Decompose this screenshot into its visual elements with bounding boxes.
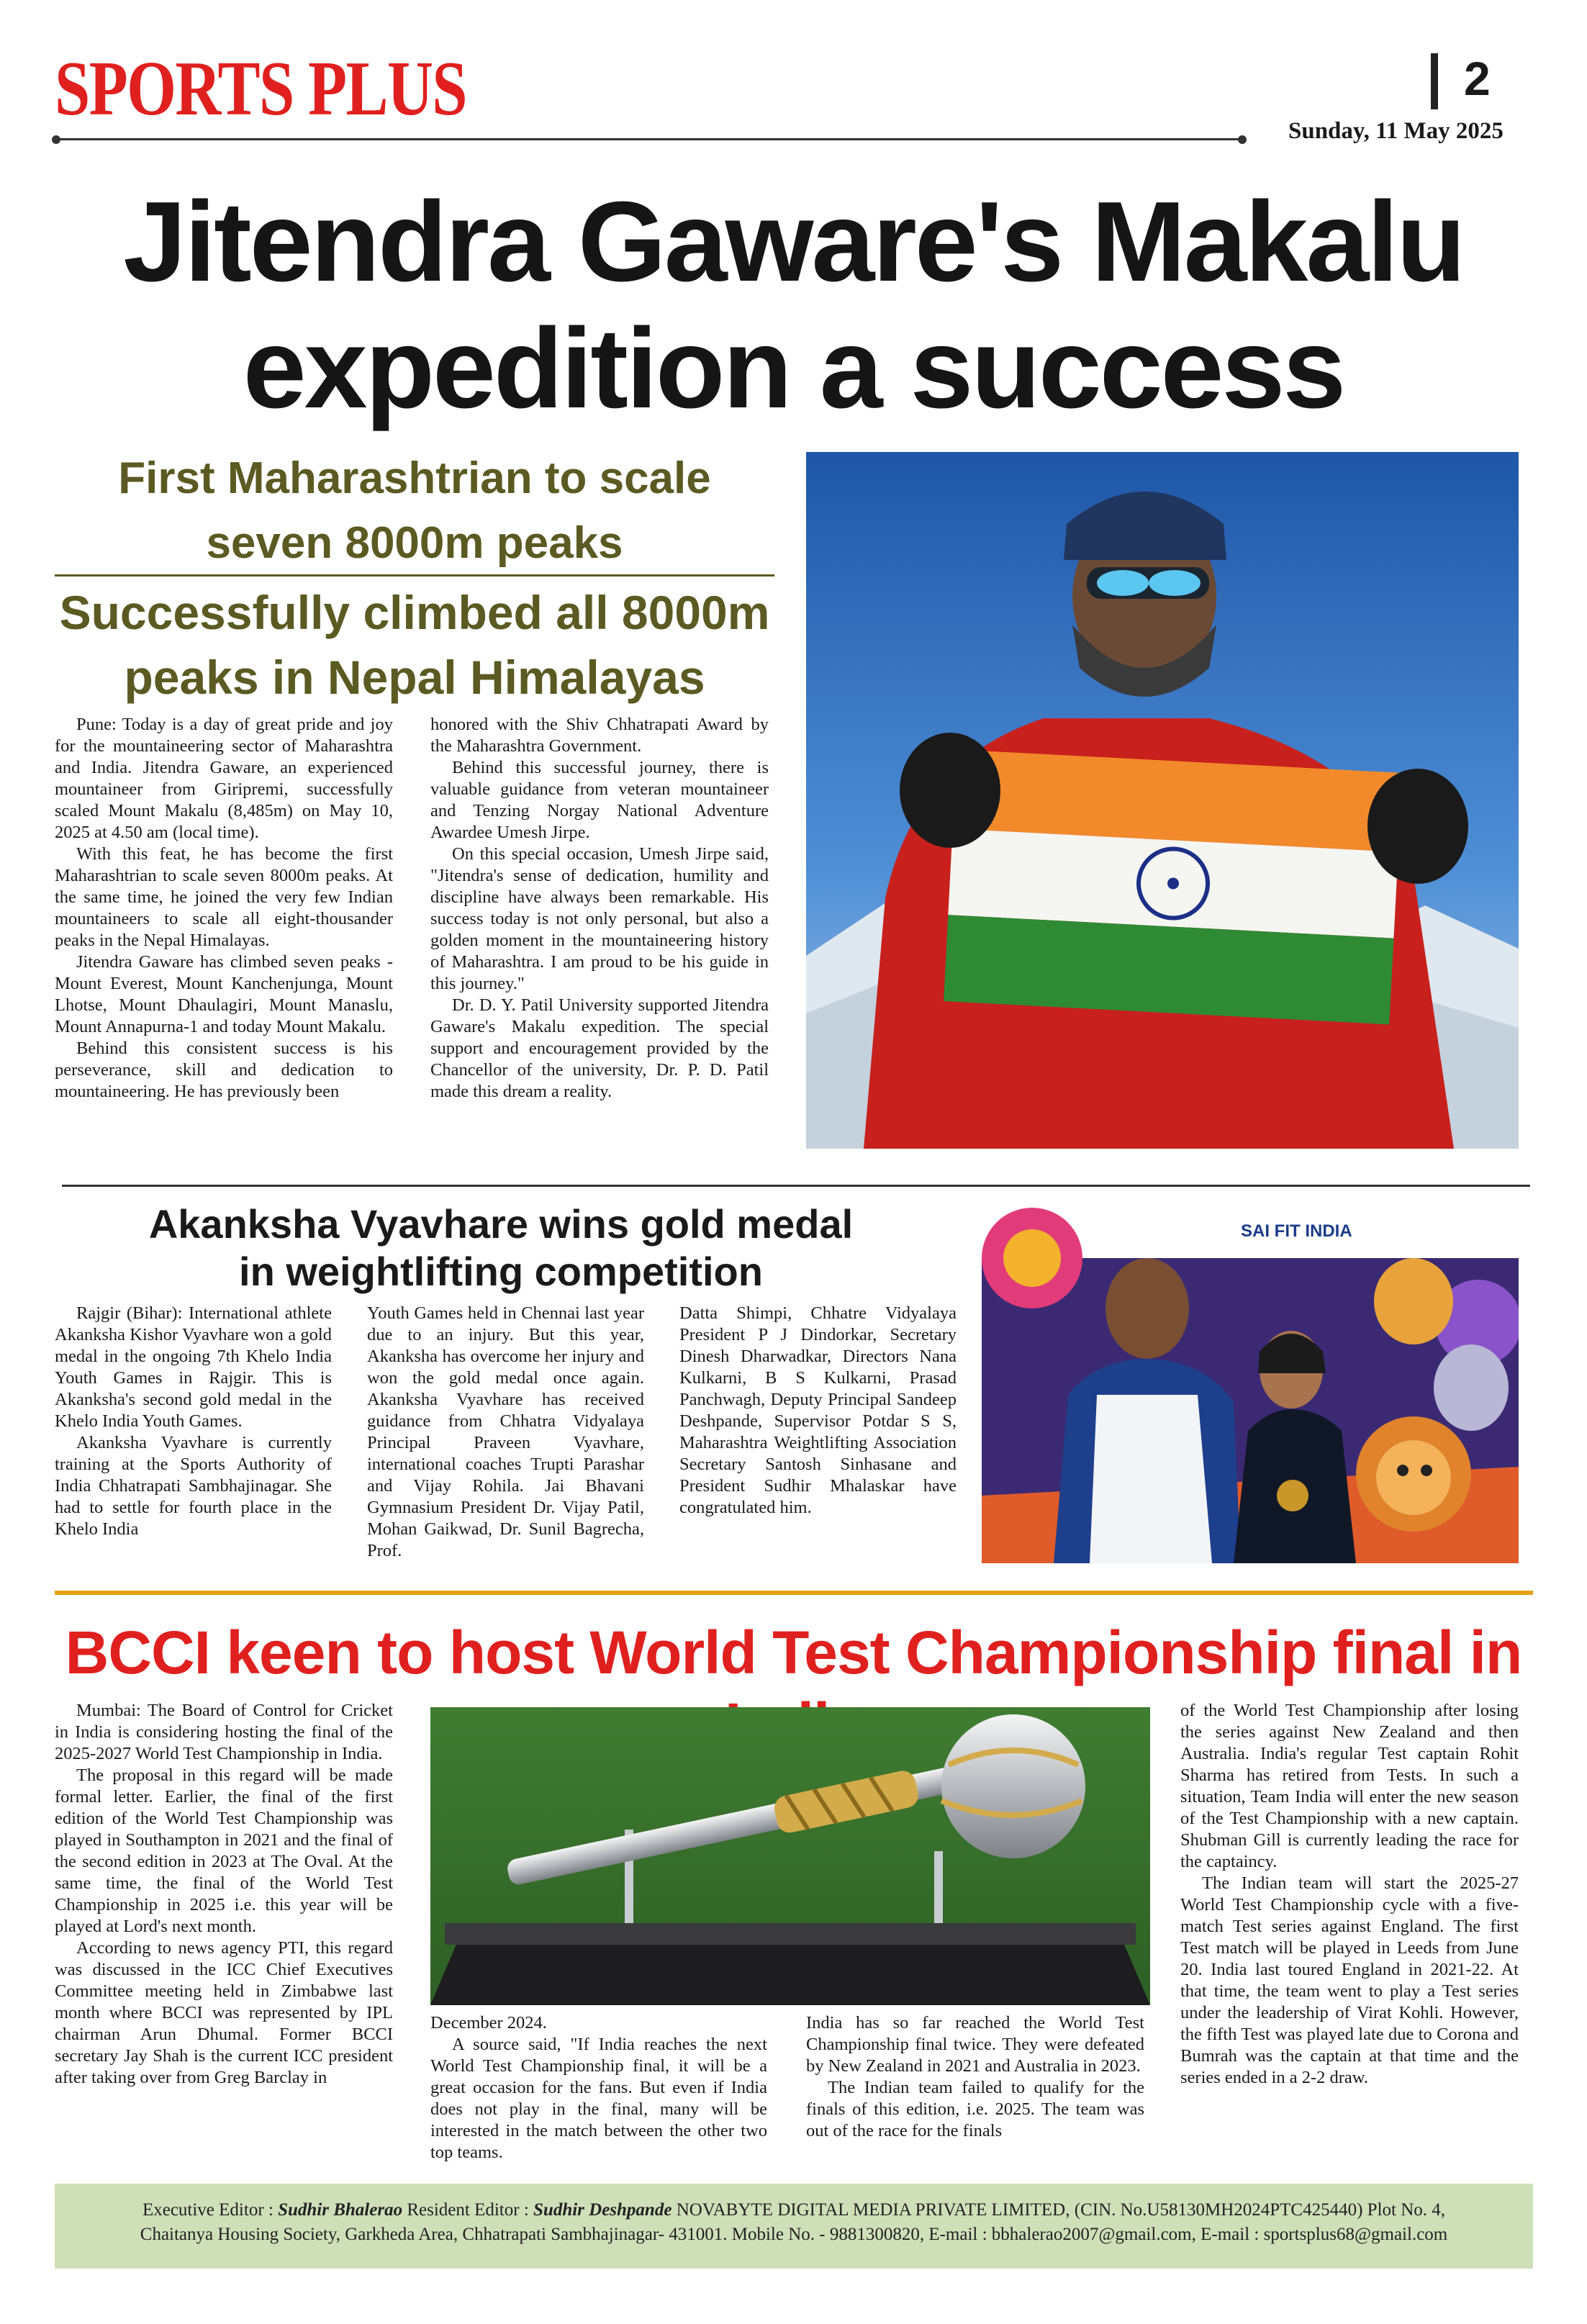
header-rule: [55, 138, 1242, 140]
page-number-bar: [1431, 53, 1438, 109]
paragraph: India has so far reached the World Test Championship final twice. They were defeated by New Zealand in 2021 and Australia in 2023.: [806, 2013, 1144, 2076]
paragraph: The Indian team failed to qualify for the finals of this edition, i.e. 2025. The team was out of the race for the finals: [806, 2078, 1144, 2140]
section-divider: [62, 1185, 1530, 1187]
paragraph: honored with the Shiv Chhatrapati Award by the Maharashtra Government.: [430, 715, 769, 756]
article3-column-1: [55, 1700, 393, 2089]
header-rule-dot-right: [1238, 135, 1247, 144]
paragraph: Mumbai: The Board of Control for Cricket in India is considering hosting the final of the 2025-2027 World Test Championship in India.: [55, 1701, 393, 1763]
paragraph: Behind this consistent success is his perseverance, skill and dedication to mountaineering. He has previously been: [55, 1039, 393, 1101]
article1-column-2: [430, 714, 769, 1103]
article2-column-3: [679, 1303, 957, 1519]
paragraph: Dr. D. Y. Patil University supported Jitendra Gaware's Makalu expedition. The special support and encouragement provided by the Chancellor of the university, Dr. P. D. Patil made this dream a reality.: [430, 995, 769, 1101]
page-number: 2: [1464, 52, 1491, 105]
footer-imprint: [65, 2198, 1523, 2247]
subheading-first-line2: seven 8000m peaks: [206, 518, 623, 568]
main-headline-line2: expedition a success: [243, 305, 1344, 432]
gold-divider: [55, 1591, 1533, 1595]
paragraph: Akanksha Vyavhare is currently training at the Sports Authority of India Chhatrapati Sambhajinagar. She had to settle for fourth place in the Khelo India: [55, 1433, 332, 1539]
subheading-first: [55, 446, 774, 576]
dateline: Sunday, 11 May 2025: [1288, 118, 1504, 144]
footer-line-1: [65, 2198, 1523, 2223]
subheading-second: [55, 580, 774, 710]
article3-column-3: [806, 2012, 1144, 2142]
paragraph: Jitendra Gaware has climbed seven peaks - Mount Everest, Mount Kanchenjunga, Mount Lhotse, Mount Dhaulagiri, Mount Manaslu, Mount Annapurna-1 and today Mount Makalu.: [55, 952, 393, 1036]
footer-label: Resident Editor :: [402, 2200, 534, 2220]
subheading-second-line2: peaks in Nepal Himalayas: [124, 651, 705, 704]
paragraph: The proposal in this regard will be made formal letter. Earlier, the final of the first edition of the World Test Championship was played in Southampton in 2021 and the final of the second edition in 2023 at The Oval. At the same time, the final of the World Test Championship in 2025 i.e. this year will be played at Lord's next month.: [55, 1765, 393, 1936]
article2-column-1: [55, 1303, 332, 1540]
weightlifting-headline: [69, 1201, 933, 1296]
subheading-first-line1: First Maharashtrian to scale: [118, 453, 711, 503]
bcci-headline: BCCI keen to host World Test Championship final in: [65, 1619, 1522, 1686]
paragraph: A source said, "If India reaches the next World Test Championship final, it will be a great occasion for the fans. But even if India does not play in the final, many will be interested in the match between the other two top teams.: [430, 2035, 767, 2162]
paragraph: Datta Shimpi, Chhatre Vidyalaya President P J Dindorkar, Secretary Dinesh Dharwadkar, Directors Nana Kulkarni, B S Kulkarni, Prasad Panchwagh, Deputy Principal Sandeep Deshpande, Supervisor Potdar S S, Maharashtra Weightlifting Association Secretary Santosh Sinhasane and President Sudhir Mhalaskar have congratulated him.: [679, 1303, 957, 1517]
footer-line-2: Chaitanya Housing Society, Garkheda Area, Chhatrapati Sambhajinagar- 431001. Mobile No. - 9881300820, E-mail : bbhalerao2007@gmail.com, E-mail : sportsplus68@gmail.com: [140, 2225, 1448, 2244]
footer-label: Executive Editor :: [142, 2200, 279, 2220]
paragraph: Behind this successful journey, there is valuable guidance from veteran mountaineer and Tenzing Norgay National Adventure Awardee Umesh Jirpe.: [430, 758, 769, 842]
wtc-mace-photo: [430, 1707, 1150, 2005]
paragraph: December 2024.: [430, 2013, 547, 2033]
masthead: SPORTS PLUS: [55, 46, 466, 132]
paragraph: Rajgir (Bihar): International athlete Akanksha Kishor Vyavhare won a gold medal in the ongoing 7th Khelo India Youth Games in Rajgir. This is Akanksha's second gold medal in the Khelo India Youth Games.: [55, 1303, 332, 1431]
paragraph: Youth Games held in Chennai last year due to an injury. But this year, Akanksha has overcome her injury and won the gold medal once again. Akanksha Vyavhare has received guidance from Chhatra Vidyalaya Principal Praveen Vyavhare, international coaches Trupti Parashar and Vijay Rohila. Jai Bhavani Gymnasium President Dr. Vijay Patil, Mohan Gaikwad, Dr. Sunil Bagrecha, Prof.: [367, 1303, 644, 1560]
weightlifting-headline-line2: in weightlifting competition: [239, 1249, 763, 1294]
paragraph: With this feat, he has become the first Maharashtrian to scale seven 8000m peaks. At the same time, he joined the very few Indian mountaineers to scale all eight-thousander peaks in the Nepal Himalayas.: [55, 844, 393, 950]
weightlifter-photo: [982, 1193, 1519, 1563]
executive-editor-name: Sudhir Bhalerao: [278, 2200, 403, 2220]
paragraph: On this special occasion, Umesh Jirpe said, "Jitendra's sense of dedication, humility and discipline have always been remarkable. His success today is not only personal, but also a golden moment in the mountaineering history of Maharashtra. I am proud to be his guide in this journey.": [430, 844, 769, 993]
header-rule-dot-left: [52, 135, 60, 144]
footer-company-info: NOVABYTE DIGITAL MEDIA PRIVATE LIMITED, (CIN. No.U58130MH2024PTC425440) Plot No. 4,: [672, 2200, 1446, 2220]
main-headline-line1: Jitendra Gaware's Makalu: [123, 178, 1464, 305]
subheading-divider: [55, 574, 774, 577]
paragraph: The Indian team will start the 2025-27 World Test Championship cycle with a five-match Test series against England. The first Test match will be played in Leeds from June 20. India last toured England in 2021-22. At that time, the team went to play a Test series under the leadership of Virat Kohli. However, the fifth Test was played late due to Corona and Bumrah was the captain at that time and the series ended in a 2-2 draw.: [1180, 1873, 1519, 2087]
mountaineer-photo: [806, 452, 1519, 1149]
main-headline: [0, 178, 1587, 432]
weightlifting-headline-line1: Akanksha Vyavhare wins gold medal: [148, 1201, 854, 1247]
article3-column-4: [1180, 1700, 1519, 2089]
banner-sponsor-text: SAI FIT INDIA: [1241, 1221, 1352, 1241]
article3-column-2: [430, 2012, 767, 2164]
paragraph: of the World Test Championship after losing the series against New Zealand and then Australia. India's regular Test captain Rohit Sharma has retired from Tests. In such a situation, Team India will enter the new season of the Test Championship with a new captain. Shubman Gill is currently leading the race for the captaincy.: [1180, 1701, 1519, 1871]
paragraph: According to news agency PTI, this regard was discussed in the ICC Chief Executives Committee meeting held in Zimbabwe last month where BCCI was represented by IPL chairman Arun Dhumal. Former BCCI secretary Jay Shah is the current ICC president after taking over from Greg Barclay in: [55, 1938, 393, 2087]
article1-column-1: [55, 714, 393, 1103]
paragraph: Pune: Today is a day of great pride and joy for the mountaineering sector of Maharashtra and India. Jitendra Gaware, an experienced mountaineer from Giripremi, successfully scaled Mount Makalu (8,485m) on May 10, 2025 at 4.50 am (local time).: [55, 715, 393, 842]
article2-column-2: [367, 1303, 644, 1562]
resident-editor-name: Sudhir Deshpande: [533, 2200, 672, 2220]
subheading-second-line1: Successfully climbed all 8000m: [59, 586, 770, 639]
